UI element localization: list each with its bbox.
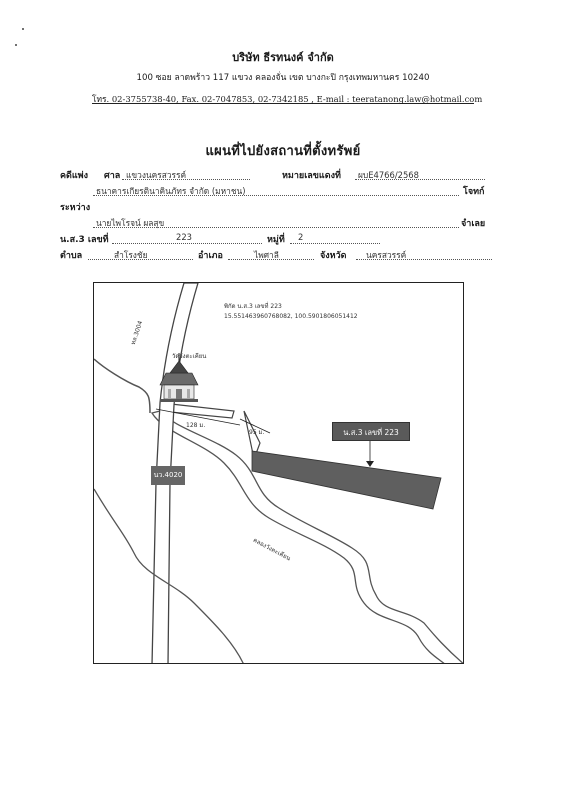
road-label: ทล.3004 xyxy=(129,320,145,346)
court-value: แขวงนครสวรรค์ xyxy=(126,170,187,180)
page-title: แผนที่ไปยังสถานที่ตั้งทรัพย์ xyxy=(205,144,361,159)
ns3-line xyxy=(112,243,262,244)
ns3-label: น.ส.3 เลขที่ xyxy=(60,235,109,245)
scan-speck xyxy=(22,28,24,30)
temple-label: วัดวังตะเคียน xyxy=(172,353,207,360)
plot-pointer-head xyxy=(366,461,374,467)
black-number-label: หมายเลขแดงที่ xyxy=(282,171,341,181)
scan-speck xyxy=(15,44,17,46)
canal-branch-west xyxy=(94,359,150,413)
highway-sign: นว.4020 xyxy=(151,466,185,485)
canal xyxy=(152,411,464,664)
company-contact: โทร. 02-3755738-40, Fax. 02-7047853, 02-7342185 , E-mail : teeratanong.law@hotmail.com xyxy=(92,94,483,104)
amphoe-label: อำเภอ xyxy=(198,251,223,261)
plaintiff-label: โจทก์ xyxy=(463,187,485,197)
plaintiff-value: ธนาคารเกียรตินาคินภัทร จำกัด (มหาชน) xyxy=(96,186,246,196)
black-number-value: ผบE4766/2568 xyxy=(358,170,419,180)
location-map xyxy=(93,282,464,664)
amphoe-value: ไพศาลี xyxy=(254,250,279,260)
header-divider xyxy=(92,103,474,104)
tambon-label: ตำบล xyxy=(60,251,83,261)
tambon-value: สำโรงชัย xyxy=(114,250,148,260)
province-label: จังหวัด xyxy=(320,251,347,261)
canal-label: คลองวังตะเคียน xyxy=(251,536,292,563)
defendant-value: นายไพโรจน์ ผลสุข xyxy=(96,218,165,228)
ns3-value: 223 xyxy=(176,232,192,242)
distance-label-1: 128 ม. xyxy=(186,422,206,429)
moo-label: หมู่ที่ xyxy=(267,235,285,245)
coords-value: 15.551463960768082, 100.5901806051412 xyxy=(224,313,358,320)
company-address: 100 ซอย ลาดพร้าว 117 แขวง คลองจั่น เขต บางกะปิ กรุงเทพมหานคร 10240 xyxy=(136,73,430,83)
distance-label-2: 95 ม. xyxy=(249,429,265,436)
province-value: นครสวรรค์ xyxy=(366,250,407,260)
land-plot xyxy=(252,451,441,509)
map-drawing xyxy=(94,283,464,664)
company-name: บริษัท ธีรทนงค์ จำกัด xyxy=(232,51,334,64)
plot-label: น.ส.3 เลขที่ 223 xyxy=(332,422,410,441)
between-label: ระหว่าง xyxy=(60,203,91,213)
defendant-label: จำเลย xyxy=(461,219,486,229)
moo-line xyxy=(290,243,380,244)
court-label: ศาล xyxy=(104,171,121,181)
coords-title: พิกัด น.ส.3 เลขที่ 223 xyxy=(224,303,282,310)
case-label: คดีแพ่ง xyxy=(60,171,88,181)
moo-value: 2 xyxy=(298,232,304,242)
